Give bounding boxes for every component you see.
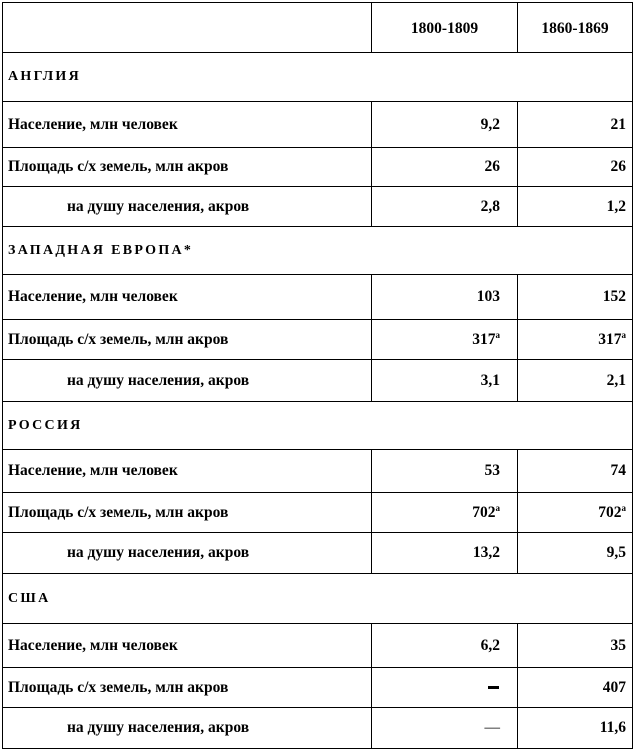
row-label: на душу населения, акров	[3, 533, 372, 574]
row-label: Население, млн человек	[3, 275, 372, 320]
value-period-2: 9,5	[518, 533, 633, 574]
value-period-1	[372, 320, 518, 360]
section-row-russia	[3, 402, 633, 450]
value-period-1: —	[372, 708, 518, 749]
value-period-1: 6,2	[372, 624, 518, 668]
header-period-2: 1860-1869	[518, 3, 633, 53]
footnote-mark: a	[495, 329, 500, 340]
section-row-usa	[3, 574, 633, 624]
value-number: 317	[472, 330, 496, 348]
value-period-1: 13,2	[372, 533, 518, 574]
value-period-1: 53	[372, 450, 518, 493]
table-row	[3, 102, 633, 148]
header-row	[3, 3, 633, 53]
value-number: 702	[472, 503, 496, 521]
value-period-2: 152	[518, 275, 633, 320]
section-row-england	[3, 53, 633, 102]
value-period-2: 74	[518, 450, 633, 493]
value-period-1: 9,2	[372, 102, 518, 148]
header-label-cell	[3, 3, 372, 53]
section-title: АНГЛИЯ	[3, 53, 633, 102]
value-period-2: 407	[518, 668, 633, 708]
row-label: на душу населения, акров	[3, 360, 372, 402]
footnote-mark: a	[621, 502, 626, 513]
missing-value-dash	[488, 686, 499, 689]
table-row	[3, 493, 633, 533]
footnote-mark: a	[621, 329, 626, 340]
table-row	[3, 533, 633, 574]
row-label: Площадь с/х земель, млн акров	[3, 320, 372, 360]
value-period-1	[372, 668, 518, 708]
section-title: РОССИЯ	[3, 402, 633, 450]
row-label: Площадь с/х земель, млн акров	[3, 493, 372, 533]
table-row	[3, 708, 633, 749]
row-label: на душу населения, акров	[3, 187, 372, 227]
value-period-2: 21	[518, 102, 633, 148]
table-row	[3, 668, 633, 708]
value-period-2	[518, 493, 633, 533]
value-period-1: 2,8	[372, 187, 518, 227]
section-title: США	[3, 574, 633, 624]
value-period-1	[372, 493, 518, 533]
value-period-2: 2,1	[518, 360, 633, 402]
value-period-1: 26	[372, 148, 518, 187]
value-period-2: 11,6	[518, 708, 633, 749]
value-number: 702	[598, 503, 622, 521]
value-period-2: 1,2	[518, 187, 633, 227]
row-label: на душу населения, акров	[3, 708, 372, 749]
value-period-2: 26	[518, 148, 633, 187]
data-table	[2, 2, 633, 749]
table-row	[3, 320, 633, 360]
table-row	[3, 624, 633, 668]
row-label: Площадь с/х земель, млн акров	[3, 668, 372, 708]
table-row	[3, 148, 633, 187]
table-row	[3, 187, 633, 227]
value-period-2	[518, 320, 633, 360]
row-label: Население, млн человек	[3, 624, 372, 668]
table-row	[3, 450, 633, 493]
table-row	[3, 275, 633, 320]
value-period-1: 3,1	[372, 360, 518, 402]
value-period-2: 35	[518, 624, 633, 668]
value-number: 317	[598, 330, 622, 348]
row-label: Площадь с/х земель, млн акров	[3, 148, 372, 187]
header-period-1: 1800-1809	[372, 3, 518, 53]
row-label: Население, млн человек	[3, 450, 372, 493]
row-label: Население, млн человек	[3, 102, 372, 148]
value-period-1: 103	[372, 275, 518, 320]
footnote-mark: a	[495, 502, 500, 513]
section-row-western-europe	[3, 227, 633, 275]
table-row	[3, 360, 633, 402]
section-title: ЗАПАДНАЯ ЕВРОПА*	[3, 227, 633, 275]
